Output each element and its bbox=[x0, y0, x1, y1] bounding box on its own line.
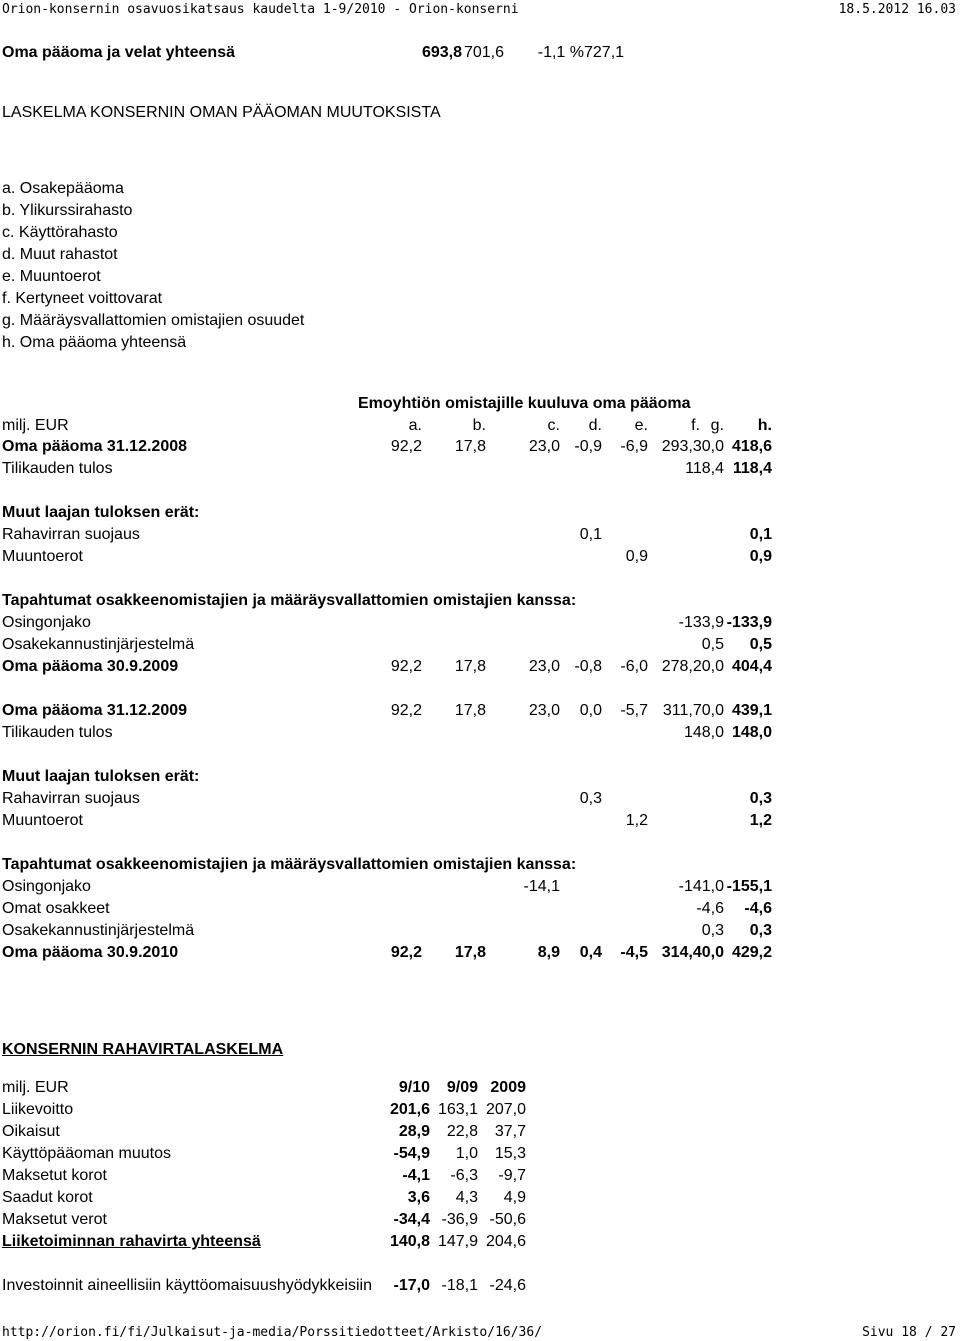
legend-item: b. Ylikurssirahasto bbox=[2, 202, 133, 219]
cash-flow-cell: 4,3 bbox=[455, 1189, 478, 1206]
cash-flow-col-2: 9/09 bbox=[446, 1079, 478, 1096]
cell-h: -133,9 bbox=[726, 614, 772, 631]
legend-item: d. Muut rahastot bbox=[2, 246, 118, 263]
cell-h: 0,3 bbox=[749, 790, 772, 807]
cash-flow-cell: -50,6 bbox=[489, 1211, 526, 1228]
cell-c: 23,0 bbox=[528, 702, 560, 719]
cell-c: 23,0 bbox=[528, 658, 560, 675]
section-heading: Tapahtumat osakkeenomistajien ja määräysvallattomien omistajien kanssa: bbox=[2, 592, 577, 609]
footer-page-number: Sivu 18 / 27 bbox=[862, 1325, 956, 1340]
unit-label: milj. EUR bbox=[2, 417, 69, 434]
cell-a: 92,2 bbox=[390, 944, 422, 961]
cell-a: 92,2 bbox=[390, 658, 422, 675]
print-footer bbox=[0, 1323, 960, 1341]
row-label: Oma pääoma 31.12.2009 bbox=[2, 702, 188, 719]
legend-item: g. Määräysvallattomien omistajien osuudet bbox=[2, 312, 305, 329]
cell-d: 0,0 bbox=[579, 702, 602, 719]
cash-flow-cell: -17,0 bbox=[393, 1277, 430, 1294]
legend-item: c. Käyttörahasto bbox=[2, 224, 118, 241]
cash-flow-cell: -6,3 bbox=[450, 1167, 478, 1184]
cash-flow-row-label: Käyttöpääoman muutos bbox=[2, 1145, 171, 1162]
cell-fg: 0,5 bbox=[701, 636, 724, 653]
cell-h: 429,2 bbox=[731, 944, 772, 961]
cell-h: 439,1 bbox=[731, 702, 772, 719]
cell-b: 17,8 bbox=[454, 658, 486, 675]
row-label: Tilikauden tulos bbox=[2, 724, 113, 741]
cell-h: 1,2 bbox=[749, 812, 772, 829]
section-heading: Muut laajan tuloksen erät: bbox=[2, 768, 200, 785]
cash-flow-unit: milj. EUR bbox=[2, 1079, 69, 1096]
cash-flow-cell: 37,7 bbox=[494, 1123, 526, 1140]
cell-fg: -141,0 bbox=[678, 878, 724, 895]
cell-fg: 314,40,0 bbox=[661, 944, 724, 961]
cash-flow-cell: 140,8 bbox=[389, 1233, 430, 1250]
cell-d: 0,1 bbox=[579, 526, 602, 543]
cash-flow-row-label: Oikaisut bbox=[2, 1123, 60, 1140]
row-label: Oma pääoma 31.12.2008 bbox=[2, 438, 188, 455]
cell-d: -0,8 bbox=[574, 658, 602, 675]
cell-fg: 293,30,0 bbox=[661, 438, 724, 455]
cash-flow-cell: 4,9 bbox=[503, 1189, 526, 1206]
equity-changes-title: LASKELMA KONSERNIN OMAN PÄÄOMAN MUUTOKSISTA bbox=[2, 104, 441, 121]
col-header-f: f. bbox=[691, 417, 700, 434]
cell-a: 92,2 bbox=[390, 702, 422, 719]
cash-flow-cell: -36,9 bbox=[441, 1211, 478, 1228]
group-header: Emoyhtiön omistajille kuuluva oma pääoma bbox=[358, 395, 691, 412]
cell-d: -0,9 bbox=[574, 438, 602, 455]
section-heading: Muut laajan tuloksen erät: bbox=[2, 504, 200, 521]
col-header-a: a. bbox=[408, 417, 422, 434]
cell-fg: 148,0 bbox=[683, 724, 724, 741]
legend-item: h. Oma pääoma yhteensä bbox=[2, 334, 187, 351]
cash-flow-row-label: Investoinnit aineellisiin käyttöomaisuushyödykkeisiin bbox=[2, 1277, 372, 1294]
cell-e: 0,9 bbox=[625, 548, 648, 565]
col-header-d: d. bbox=[588, 417, 602, 434]
cell-h: 148,0 bbox=[731, 724, 772, 741]
cash-flow-cell: 15,3 bbox=[494, 1145, 526, 1162]
total-equity-liabilities-label: Oma pääoma ja velat yhteensä bbox=[2, 44, 235, 61]
row-label: Oma pääoma 30.9.2010 bbox=[2, 944, 179, 961]
cell-h: -4,6 bbox=[744, 900, 772, 917]
cash-flow-cell: -18,1 bbox=[441, 1277, 478, 1294]
cell-fg: -133,9 bbox=[678, 614, 724, 631]
col-header-h: h. bbox=[757, 417, 772, 434]
cell-c: 23,0 bbox=[528, 438, 560, 455]
total-equity-liabilities-v1: 693,8 bbox=[421, 44, 462, 61]
row-label: Muuntoerot bbox=[2, 548, 83, 565]
cash-flow-cell: 207,0 bbox=[485, 1101, 526, 1118]
row-label: Osakekannustinjärjestelmä bbox=[2, 922, 195, 939]
cell-h: 118,4 bbox=[732, 460, 772, 477]
cash-flow-cell: 28,9 bbox=[398, 1123, 430, 1140]
cash-flow-cell: -9,7 bbox=[498, 1167, 526, 1184]
cell-fg: 311,70,0 bbox=[662, 702, 724, 719]
cell-fg: 118,4 bbox=[685, 460, 724, 477]
total-equity-liabilities-v2: 701,6 bbox=[463, 44, 504, 61]
cash-flow-title: KONSERNIN RAHAVIRTALASKELMA bbox=[2, 1041, 284, 1058]
legend-item: e. Muuntoerot bbox=[2, 268, 101, 285]
cell-e: -6,9 bbox=[620, 438, 648, 455]
cash-flow-cell: 22,8 bbox=[446, 1123, 478, 1140]
row-label: Muuntoerot bbox=[2, 812, 83, 829]
col-header-b: b. bbox=[472, 417, 486, 434]
print-header bbox=[0, 0, 960, 20]
row-label: Osingonjako bbox=[2, 614, 91, 631]
header-timestamp: 18.5.2012 16.03 bbox=[838, 2, 956, 17]
cell-e: -6,0 bbox=[620, 658, 648, 675]
total-equity-liabilities-v4: 727,1 bbox=[584, 44, 625, 61]
cell-d: 0,3 bbox=[579, 790, 602, 807]
cell-b: 17,8 bbox=[454, 702, 486, 719]
cell-e: -5,7 bbox=[620, 702, 648, 719]
cell-e: 1,2 bbox=[625, 812, 648, 829]
cell-h: 0,9 bbox=[749, 548, 772, 565]
footer-url: http://orion.fi/fi/Julkaisut-ja-media/Porssitiedotteet/Arkisto/16/36/ bbox=[2, 1325, 543, 1340]
cash-flow-row-label: Maksetut korot bbox=[2, 1167, 107, 1184]
cash-flow-cell: 3,6 bbox=[407, 1189, 430, 1206]
cell-a: 92,2 bbox=[390, 438, 422, 455]
legend-item: f. Kertyneet voittovarat bbox=[2, 290, 163, 307]
cash-flow-cell: 204,6 bbox=[485, 1233, 526, 1250]
cash-flow-cell: 163,1 bbox=[437, 1101, 478, 1118]
cell-fg: -4,6 bbox=[696, 900, 724, 917]
cash-flow-row-label: Maksetut verot bbox=[2, 1211, 107, 1228]
cash-flow-cell: 1,0 bbox=[455, 1145, 478, 1162]
cash-flow-cell: -4,1 bbox=[402, 1167, 430, 1184]
cell-h: 0,1 bbox=[749, 526, 772, 543]
row-label: Omat osakkeet bbox=[2, 900, 110, 917]
cell-h: 404,4 bbox=[731, 658, 772, 675]
section-heading: Tapahtumat osakkeenomistajien ja määräysvallattomien omistajien kanssa: bbox=[2, 856, 577, 873]
cell-c: 8,9 bbox=[537, 944, 560, 961]
total-equity-liabilities-v3: -1,1 % bbox=[537, 44, 584, 61]
row-label: Oma pääoma 30.9.2009 bbox=[2, 658, 179, 675]
row-label: Rahavirran suojaus bbox=[2, 526, 140, 543]
row-label: Rahavirran suojaus bbox=[2, 790, 140, 807]
cash-flow-col-1: 9/10 bbox=[398, 1079, 430, 1096]
cell-d: 0,4 bbox=[579, 944, 602, 961]
cell-b: 17,8 bbox=[454, 944, 486, 961]
row-label: Osingonjako bbox=[2, 878, 91, 895]
cell-b: 17,8 bbox=[454, 438, 486, 455]
col-header-g: g. bbox=[710, 417, 724, 434]
cash-flow-row-label: Liikevoitto bbox=[2, 1101, 74, 1118]
cash-flow-cell: -24,6 bbox=[489, 1277, 526, 1294]
legend-item: a. Osakepääoma bbox=[2, 180, 124, 197]
cash-flow-cell: -34,4 bbox=[393, 1211, 430, 1228]
cell-h: 418,6 bbox=[731, 438, 772, 455]
col-header-c: c. bbox=[547, 417, 560, 434]
cell-e: -4,5 bbox=[620, 944, 648, 961]
cell-fg: 0,3 bbox=[701, 922, 724, 939]
header-title: Orion-konsernin osavuosikatsaus kaudelta 1-9/2010 - Orion-konserni bbox=[2, 2, 519, 17]
row-label: Tilikauden tulos bbox=[2, 460, 113, 477]
cash-flow-cell: 147,9 bbox=[437, 1233, 478, 1250]
cell-h: 0,5 bbox=[749, 636, 772, 653]
col-header-e: e. bbox=[634, 417, 648, 434]
cell-fg: 278,20,0 bbox=[661, 658, 724, 675]
cash-flow-cell: 201,6 bbox=[389, 1101, 430, 1118]
cash-flow-row-label: Saadut korot bbox=[2, 1189, 93, 1206]
cell-h: -155,1 bbox=[726, 878, 772, 895]
cell-c: -14,1 bbox=[523, 878, 560, 895]
cash-flow-cell: -54,9 bbox=[393, 1145, 430, 1162]
row-label: Osakekannustinjärjestelmä bbox=[2, 636, 195, 653]
cash-flow-row-label: Liiketoiminnan rahavirta yhteensä bbox=[2, 1233, 261, 1250]
cell-h: 0,3 bbox=[749, 922, 772, 939]
cash-flow-col-3: 2009 bbox=[490, 1079, 526, 1096]
